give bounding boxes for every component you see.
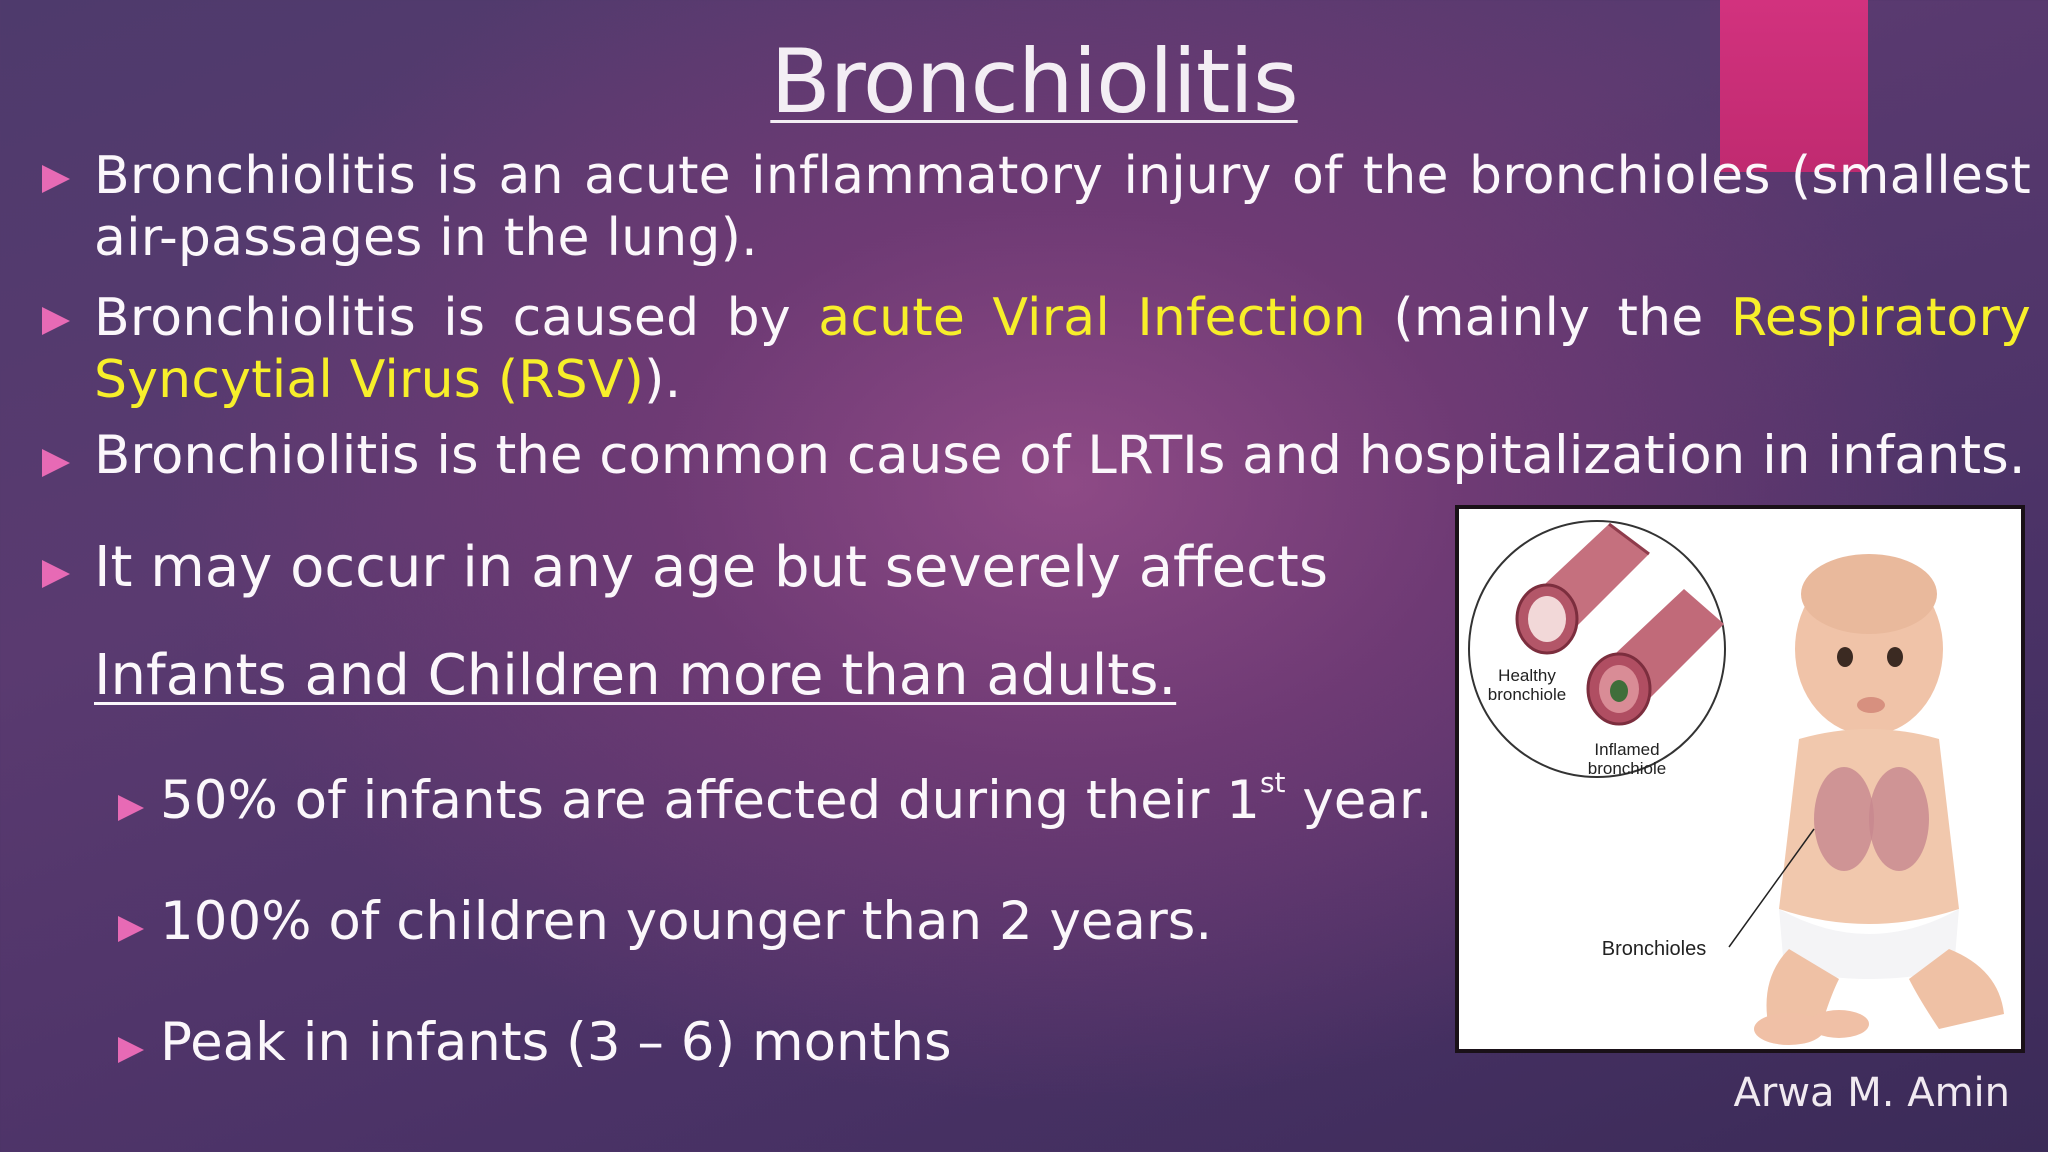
sub-bullet-icon bbox=[116, 914, 146, 944]
bronchiolitis-illustration bbox=[1455, 505, 2025, 1053]
highlight-viral-infection: acute Viral Infection bbox=[818, 288, 1366, 348]
bullet-icon bbox=[40, 305, 72, 337]
bullet-4-text: It may occur in any age but severely affects bbox=[94, 535, 1328, 600]
slide-title: Bronchiolitis bbox=[770, 30, 1298, 133]
sub-bullet-1-text bbox=[160, 766, 1433, 831]
bullet-icon bbox=[40, 447, 72, 479]
bullet-2-text bbox=[94, 287, 2031, 411]
bullet-icon bbox=[40, 163, 72, 195]
sub-bullet-icon bbox=[116, 1035, 146, 1065]
inflamed-label: bronchiole bbox=[1587, 759, 1667, 778]
bullet-2-part: (mainly the bbox=[1365, 288, 1731, 348]
sub-bullet-1-tail: year. bbox=[1285, 770, 1433, 831]
author-credit: Arwa M. Amin bbox=[1733, 1070, 2010, 1116]
highlight-rsv: Respiratory Syncytial Virus (RSV) bbox=[94, 288, 2031, 410]
healthy-label: Healthy bbox=[1498, 666, 1556, 685]
inflamed-label: Inflamed bbox=[1594, 740, 1660, 759]
bullet-1-text: Bronchiolitis is an acute inflammatory injury of the bronchioles (smallest air-passages in the lung). bbox=[94, 146, 2031, 268]
bullet-2-part: Bronchiolitis is caused by bbox=[94, 288, 819, 348]
bronchioles-label: Bronchioles bbox=[1601, 938, 1707, 960]
bullet-4-emphasis: Infants and Children more than adults. bbox=[94, 643, 1177, 708]
bullet-2-part: ). bbox=[644, 350, 682, 410]
sub-bullet-2-text: 100% of children younger than 2 years. bbox=[160, 891, 1213, 952]
healthy-label: bronchiole bbox=[1487, 685, 1567, 704]
infant-drawing bbox=[1754, 554, 2004, 1045]
sub-bullet-3-text: Peak in infants (3 – 6) months bbox=[160, 1012, 952, 1073]
ordinal-suffix: st bbox=[1259, 766, 1286, 799]
bullet-3-text: Bronchiolitis is the common cause of LRTIs and hospitalization in infants. bbox=[94, 425, 2026, 486]
sub-bullet-icon bbox=[116, 793, 146, 823]
bullet-icon bbox=[40, 558, 72, 590]
sub-bullet-1-main: 50% of infants are affected during their 1 bbox=[160, 770, 1260, 831]
